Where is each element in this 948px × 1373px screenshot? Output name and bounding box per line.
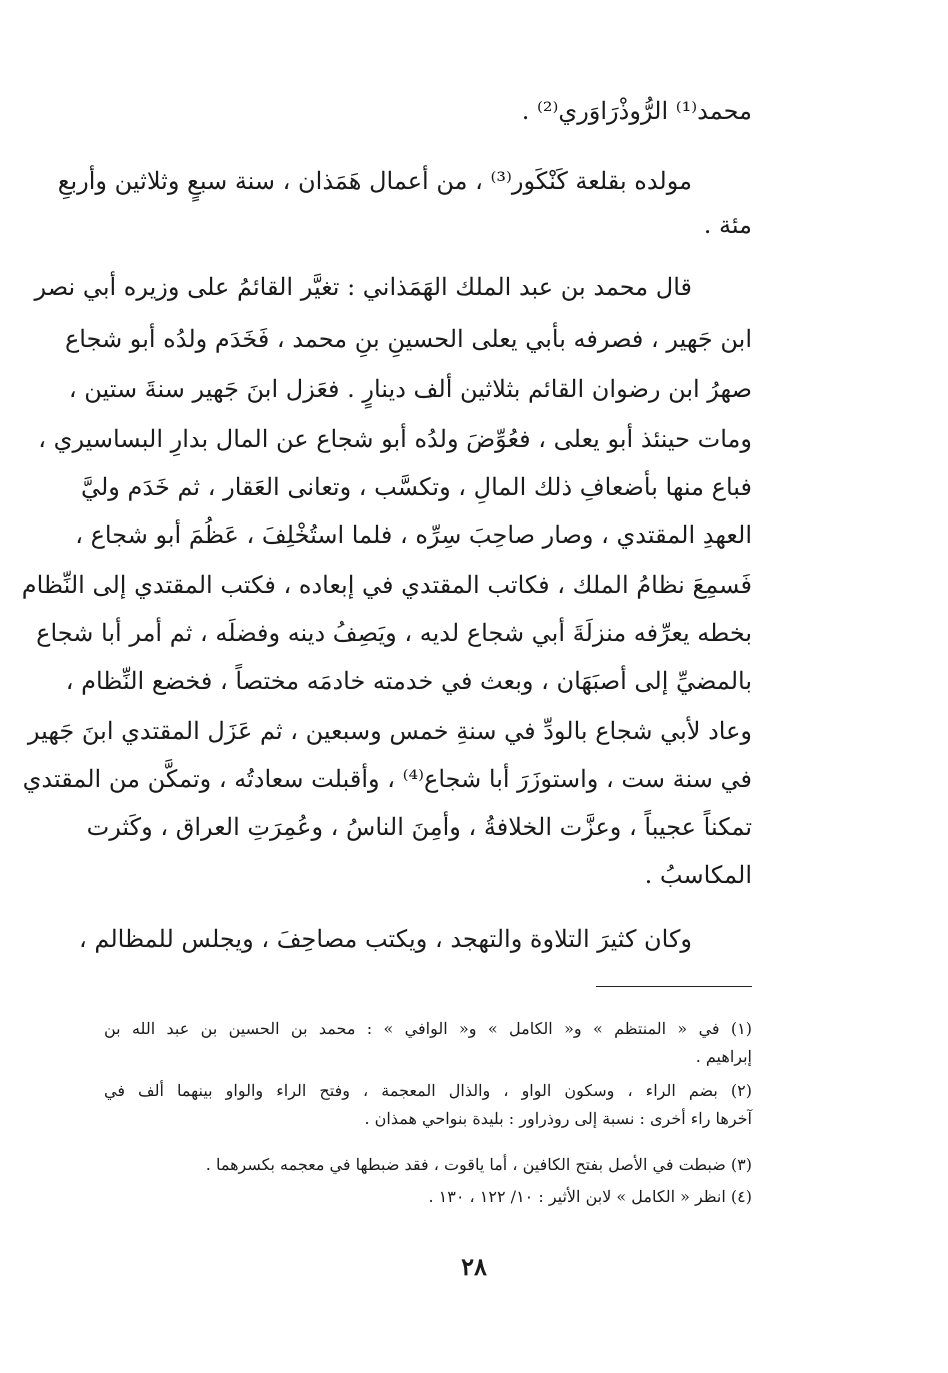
body-line-6: العهدِ المقتدي ، وصار صاحِبَ سِرِّه ، فلما استُخْلِفَ ، عَظُمَ أبو شجاع ، xyxy=(75,521,752,549)
intro-line-1: مولده بقلعة كَنْكَور⁽³⁾ ، من أعمال هَمَذان ، سنة سبعٍ وثلاثين وأربعِ xyxy=(57,167,692,195)
body-line-2: ابن جَهير ، فصرفه بأبي يعلى الحسينِ بنِ محمد ، فَخَدَم ولدُه أبو شجاع xyxy=(64,325,752,353)
intro-line-2: مئة . xyxy=(703,211,752,239)
body-line-5: فباع منها بأضعافِ ذلك المالِ ، وتكسَّب ، وتعانى العَقار ، ثم خَدَم وليَّ xyxy=(80,473,752,501)
body-line-4: ومات حينئذ أبو يعلى ، فعُوِّضَ ولدُه أبو شجاع عن المال بدارِ البساسيري ، xyxy=(38,425,752,453)
heading-line: محمد⁽¹⁾ الرُّوذْرَاوَري⁽²⁾ . xyxy=(521,97,752,125)
footnote-separator xyxy=(596,986,752,987)
footnote-1-line-1: (١) في « المنتظم » و« الكامل » و« الوافي » : محمد بن الحسين بن عبد الله بن xyxy=(104,1019,752,1038)
body-line-13: المكاسبُ . xyxy=(644,861,752,889)
body-line-3: صهرُ ابن رضوان القائم بثلاثين ألف دينارٍ . فعَزل ابنَ جَهير سنةَ ستين ، xyxy=(68,375,752,403)
body-line-11: في سنة ست ، واستوزَرَ أبا شجاع⁽⁴⁾ ، وأقبلت سعادتُه ، وتمكَّن من المقتدي xyxy=(22,765,752,793)
body-line-7: فَسمِعَ نظامُ الملك ، فكاتب المقتدي في إبعاده ، فكتب المقتدي إلى النِّظام xyxy=(21,571,752,599)
body-line-8: بخطه يعرِّفه منزلَةَ أبي شجاع لديه ، ويَصِفُ دينه وفضلَه ، ثم أمر أبا شجاع xyxy=(36,619,752,647)
footnote-2-line-2: آخرها راء أخرى : نسبة إلى روذراور : بليدة بنواحي همذان . xyxy=(364,1109,752,1128)
body-line-10: وعاد لأبي شجاع بالودِّ في سنةِ خمس وسبعين ، ثم عَزَل المقتدي ابنَ جَهير xyxy=(27,717,752,745)
footnote-4: (٤) انظر « الكامل » لابن الأثير : ١٠/ ١٢٢ ، ١٣٠ . xyxy=(428,1187,752,1206)
body-line-12: تمكناً عجيباً ، وعزَّت الخلافةُ ، وأمِنَ الناسُ ، وعُمِرَتِ العراق ، وكَثرت xyxy=(86,813,752,841)
footnote-3: (٣) ضبطت في الأصل بفتح الكافين ، أما ياقوت ، فقد ضبطها في معجمه بكسرهما . xyxy=(205,1155,752,1174)
page-number: ٢٨ xyxy=(461,1252,487,1281)
body-line-9: بالمضيِّ إلى أصبَهَان ، وبعث في خدمته خادمَه مختصاً ، فخضع النِّظام ، xyxy=(65,667,752,695)
body-line-1: قال محمد بن عبد الملك الهَمَذاني : تغيَّر القائمُ على وزيره أبي نصر xyxy=(34,273,692,301)
footnote-2-line-1: (٢) بضم الراء ، وسكون الواو ، والذال المعجمة ، وفتح الراء والواو بينهما ألف في xyxy=(104,1081,752,1100)
closing-line: وكان كثيرَ التلاوة والتهجد ، ويكتب مصاحِفَ ، ويجلس للمظالم ، xyxy=(78,925,692,953)
footnote-1-line-2: إبراهيم . xyxy=(695,1047,752,1066)
